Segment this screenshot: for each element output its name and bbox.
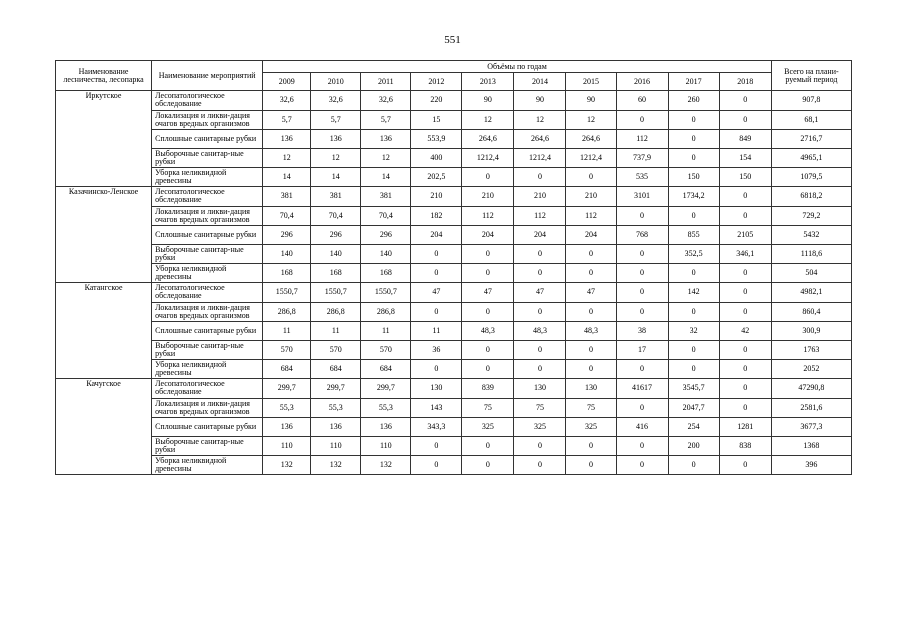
activity-cell: Лесопатологическое обследование — [152, 91, 263, 111]
value-cell: 60 — [616, 91, 668, 111]
value-cell: 182 — [411, 206, 462, 225]
value-cell: 130 — [411, 379, 462, 399]
table-row — [56, 398, 852, 417]
value-cell: 254 — [668, 417, 719, 436]
table-row — [56, 455, 852, 475]
value-cell: 210 — [566, 187, 616, 207]
value-cell: 140 — [263, 244, 311, 263]
total-cell: 47290,8 — [771, 379, 851, 399]
value-cell: 204 — [514, 225, 566, 244]
value-cell: 55,3 — [361, 398, 411, 417]
activity-cell: Выборочные санитар-ные рубки — [152, 148, 263, 167]
value-cell: 0 — [566, 263, 616, 283]
value-cell: 0 — [719, 359, 771, 379]
value-cell: 0 — [719, 302, 771, 321]
value-cell: 0 — [462, 359, 514, 379]
table-row — [56, 359, 852, 379]
value-cell: 0 — [411, 455, 462, 475]
table-row — [56, 321, 852, 340]
value-cell: 36 — [411, 340, 462, 359]
region-cell — [56, 436, 152, 455]
value-cell: 11 — [361, 321, 411, 340]
region-cell: Казачинско-Ленское — [56, 187, 152, 207]
value-cell: 42 — [719, 321, 771, 340]
activity-cell: Лесопатологическое обследование — [152, 283, 263, 303]
value-cell: 1550,7 — [361, 283, 411, 303]
value-cell: 140 — [311, 244, 361, 263]
value-cell: 0 — [411, 359, 462, 379]
value-cell: 0 — [462, 167, 514, 187]
total-cell: 1079,5 — [771, 167, 851, 187]
value-cell: 5,7 — [361, 110, 411, 129]
value-cell: 570 — [263, 340, 311, 359]
value-cell: 0 — [514, 340, 566, 359]
value-cell: 0 — [668, 110, 719, 129]
value-cell: 140 — [361, 244, 411, 263]
table-row — [56, 244, 852, 263]
value-cell: 0 — [411, 436, 462, 455]
total-cell: 2581,6 — [771, 398, 851, 417]
value-cell: 3101 — [616, 187, 668, 207]
value-cell: 204 — [411, 225, 462, 244]
value-cell: 0 — [616, 302, 668, 321]
region-cell — [56, 263, 152, 283]
total-cell: 2716,7 — [771, 129, 851, 148]
total-cell: 1368 — [771, 436, 851, 455]
total-cell: 300,9 — [771, 321, 851, 340]
value-cell: 416 — [616, 417, 668, 436]
activity-cell: Лесопатологическое обследование — [152, 187, 263, 207]
region-cell — [56, 321, 152, 340]
value-cell: 132 — [361, 455, 411, 475]
year-header: 2015 — [566, 73, 616, 91]
region-cell — [56, 244, 152, 263]
value-cell: 553,9 — [411, 129, 462, 148]
value-cell: 136 — [263, 417, 311, 436]
page-number: 551 — [444, 34, 461, 46]
value-cell: 0 — [462, 302, 514, 321]
activity-cell: Локализация и ликви-дация очагов вредных организмов — [152, 110, 263, 129]
region-cell — [56, 225, 152, 244]
table-row — [56, 283, 852, 303]
value-cell: 75 — [462, 398, 514, 417]
value-cell: 70,4 — [311, 206, 361, 225]
year-header: 2017 — [668, 73, 719, 91]
value-cell: 210 — [411, 187, 462, 207]
value-cell: 143 — [411, 398, 462, 417]
region-cell — [56, 398, 152, 417]
value-cell: 0 — [668, 359, 719, 379]
value-cell: 200 — [668, 436, 719, 455]
value-cell: 299,7 — [263, 379, 311, 399]
value-cell: 0 — [616, 206, 668, 225]
value-cell: 0 — [566, 455, 616, 475]
activity-cell: Сплошные санитарные рубки — [152, 225, 263, 244]
value-cell: 0 — [566, 302, 616, 321]
activity-cell: Выборочные санитар-ные рубки — [152, 436, 263, 455]
table-row — [56, 340, 852, 359]
value-cell: 204 — [566, 225, 616, 244]
region-cell — [56, 340, 152, 359]
value-cell: 570 — [361, 340, 411, 359]
total-cell: 4965,1 — [771, 148, 851, 167]
volumes-table — [55, 60, 852, 475]
value-cell: 48,3 — [462, 321, 514, 340]
value-cell: 0 — [719, 110, 771, 129]
table-row — [56, 167, 852, 187]
value-cell: 400 — [411, 148, 462, 167]
region-cell — [56, 148, 152, 167]
region-cell — [56, 302, 152, 321]
value-cell: 299,7 — [311, 379, 361, 399]
value-cell: 168 — [311, 263, 361, 283]
value-cell: 286,8 — [361, 302, 411, 321]
activity-cell: Лесопатологическое обследование — [152, 379, 263, 399]
value-cell: 325 — [462, 417, 514, 436]
value-cell: 0 — [616, 455, 668, 475]
value-cell: 48,3 — [514, 321, 566, 340]
value-cell: 0 — [411, 302, 462, 321]
region-cell: Иркутское — [56, 91, 152, 111]
value-cell: 0 — [566, 167, 616, 187]
total-cell: 6818,2 — [771, 187, 851, 207]
value-cell: 55,3 — [263, 398, 311, 417]
value-cell: 210 — [462, 187, 514, 207]
value-cell: 535 — [616, 167, 668, 187]
value-cell: 48,3 — [566, 321, 616, 340]
table-row — [56, 129, 852, 148]
volumes-header: Объёмы по годам — [263, 61, 772, 73]
total-cell: 396 — [771, 455, 851, 475]
value-cell: 14 — [263, 167, 311, 187]
value-cell: 136 — [263, 129, 311, 148]
value-cell: 132 — [263, 455, 311, 475]
table-row — [56, 263, 852, 283]
activity-cell: Уборка неликвидной древесины — [152, 359, 263, 379]
activity-cell: Сплошные санитарные рубки — [152, 129, 263, 148]
value-cell: 0 — [462, 340, 514, 359]
value-cell: 41617 — [616, 379, 668, 399]
value-cell: 296 — [263, 225, 311, 244]
year-header: 2016 — [616, 73, 668, 91]
value-cell: 112 — [514, 206, 566, 225]
value-cell: 0 — [566, 340, 616, 359]
value-cell: 132 — [311, 455, 361, 475]
value-cell: 3545,7 — [668, 379, 719, 399]
region-header: Наименование лесничества, лесопарка — [56, 61, 152, 91]
value-cell: 32,6 — [361, 91, 411, 111]
total-cell: 860,4 — [771, 302, 851, 321]
value-cell: 0 — [719, 263, 771, 283]
value-cell: 32,6 — [263, 91, 311, 111]
value-cell: 38 — [616, 321, 668, 340]
value-cell: 0 — [462, 263, 514, 283]
year-header: 2011 — [361, 73, 411, 91]
value-cell: 0 — [719, 455, 771, 475]
region-cell: Катангское — [56, 283, 152, 303]
value-cell: 5,7 — [263, 110, 311, 129]
value-cell: 0 — [668, 148, 719, 167]
value-cell: 220 — [411, 91, 462, 111]
value-cell: 2047,7 — [668, 398, 719, 417]
value-cell: 381 — [311, 187, 361, 207]
value-cell: 168 — [361, 263, 411, 283]
value-cell: 47 — [566, 283, 616, 303]
activity-cell: Локализация и ликви-дация очагов вредных организмов — [152, 206, 263, 225]
value-cell: 1734,2 — [668, 187, 719, 207]
value-cell: 0 — [668, 129, 719, 148]
value-cell: 839 — [462, 379, 514, 399]
value-cell: 381 — [263, 187, 311, 207]
value-cell: 684 — [311, 359, 361, 379]
value-cell: 0 — [616, 398, 668, 417]
table-row — [56, 302, 852, 321]
value-cell: 130 — [514, 379, 566, 399]
activity-cell: Выборочные санитар-ные рубки — [152, 340, 263, 359]
value-cell: 346,1 — [719, 244, 771, 263]
value-cell: 12 — [311, 148, 361, 167]
value-cell: 0 — [719, 187, 771, 207]
value-cell: 0 — [514, 263, 566, 283]
value-cell: 768 — [616, 225, 668, 244]
value-cell: 136 — [311, 417, 361, 436]
activity-cell: Локализация и ликви-дация очагов вредных организмов — [152, 398, 263, 417]
value-cell: 1550,7 — [311, 283, 361, 303]
value-cell: 381 — [361, 187, 411, 207]
value-cell: 296 — [361, 225, 411, 244]
value-cell: 286,8 — [311, 302, 361, 321]
value-cell: 0 — [514, 302, 566, 321]
value-cell: 0 — [616, 263, 668, 283]
value-cell: 325 — [566, 417, 616, 436]
value-cell: 260 — [668, 91, 719, 111]
table-row — [56, 206, 852, 225]
year-header: 2010 — [311, 73, 361, 91]
value-cell: 325 — [514, 417, 566, 436]
total-cell: 1763 — [771, 340, 851, 359]
table-row — [56, 91, 852, 111]
value-cell: 136 — [361, 129, 411, 148]
value-cell: 75 — [514, 398, 566, 417]
value-cell: 150 — [668, 167, 719, 187]
value-cell: 0 — [616, 359, 668, 379]
value-cell: 12 — [462, 110, 514, 129]
value-cell: 0 — [566, 436, 616, 455]
value-cell: 570 — [311, 340, 361, 359]
header-row — [56, 61, 852, 73]
activity-cell: Уборка неликвидной древесины — [152, 455, 263, 475]
value-cell: 684 — [263, 359, 311, 379]
value-cell: 0 — [719, 340, 771, 359]
region-cell — [56, 359, 152, 379]
region-cell: Качугское — [56, 379, 152, 399]
value-cell: 0 — [719, 91, 771, 111]
value-cell: 855 — [668, 225, 719, 244]
value-cell: 296 — [311, 225, 361, 244]
value-cell: 12 — [361, 148, 411, 167]
activity-header: Наименование мероприятий — [152, 61, 263, 91]
table-body — [56, 91, 852, 475]
value-cell: 5,7 — [311, 110, 361, 129]
value-cell: 90 — [462, 91, 514, 111]
value-cell: 838 — [719, 436, 771, 455]
value-cell: 168 — [263, 263, 311, 283]
value-cell: 1281 — [719, 417, 771, 436]
value-cell: 0 — [514, 167, 566, 187]
value-cell: 1212,4 — [514, 148, 566, 167]
value-cell: 0 — [668, 455, 719, 475]
total-cell: 729,2 — [771, 206, 851, 225]
value-cell: 150 — [719, 167, 771, 187]
year-header: 2018 — [719, 73, 771, 91]
table-row — [56, 110, 852, 129]
value-cell: 136 — [311, 129, 361, 148]
region-cell — [56, 455, 152, 475]
value-cell: 75 — [566, 398, 616, 417]
value-cell: 110 — [263, 436, 311, 455]
value-cell: 154 — [719, 148, 771, 167]
activity-cell: Сплошные санитарные рубки — [152, 321, 263, 340]
value-cell: 0 — [514, 455, 566, 475]
value-cell: 0 — [462, 455, 514, 475]
value-cell: 110 — [361, 436, 411, 455]
value-cell: 0 — [616, 283, 668, 303]
value-cell: 112 — [462, 206, 514, 225]
value-cell: 70,4 — [263, 206, 311, 225]
value-cell: 12 — [514, 110, 566, 129]
activity-cell: Локализация и ликви-дация очагов вредных организмов — [152, 302, 263, 321]
value-cell: 0 — [668, 340, 719, 359]
value-cell: 0 — [462, 436, 514, 455]
value-cell: 0 — [668, 263, 719, 283]
value-cell: 0 — [719, 206, 771, 225]
year-header: 2014 — [514, 73, 566, 91]
year-header: 2013 — [462, 73, 514, 91]
value-cell: 352,5 — [668, 244, 719, 263]
value-cell: 11 — [263, 321, 311, 340]
value-cell: 0 — [668, 302, 719, 321]
value-cell: 47 — [514, 283, 566, 303]
value-cell: 1550,7 — [263, 283, 311, 303]
value-cell: 204 — [462, 225, 514, 244]
value-cell: 142 — [668, 283, 719, 303]
value-cell: 0 — [514, 436, 566, 455]
value-cell: 0 — [462, 244, 514, 263]
activity-cell: Уборка неликвидной древесины — [152, 167, 263, 187]
value-cell: 0 — [514, 359, 566, 379]
table-row — [56, 148, 852, 167]
value-cell: 264,6 — [514, 129, 566, 148]
region-cell — [56, 129, 152, 148]
value-cell: 0 — [616, 436, 668, 455]
value-cell: 1212,4 — [462, 148, 514, 167]
value-cell: 90 — [566, 91, 616, 111]
value-cell: 264,6 — [462, 129, 514, 148]
total-header: Всего на плани-руемый период — [771, 61, 851, 91]
value-cell: 0 — [616, 110, 668, 129]
value-cell: 210 — [514, 187, 566, 207]
value-cell: 0 — [411, 263, 462, 283]
value-cell: 0 — [514, 244, 566, 263]
year-header: 2009 — [263, 73, 311, 91]
value-cell: 684 — [361, 359, 411, 379]
value-cell: 112 — [616, 129, 668, 148]
total-cell: 3677,3 — [771, 417, 851, 436]
value-cell: 737,9 — [616, 148, 668, 167]
region-cell — [56, 206, 152, 225]
activity-cell: Уборка неликвидной древесины — [152, 263, 263, 283]
year-header: 2012 — [411, 73, 462, 91]
value-cell: 0 — [411, 244, 462, 263]
total-cell: 2052 — [771, 359, 851, 379]
value-cell: 0 — [566, 244, 616, 263]
table-row — [56, 436, 852, 455]
value-cell: 12 — [566, 110, 616, 129]
total-cell: 5432 — [771, 225, 851, 244]
value-cell: 70,4 — [361, 206, 411, 225]
region-cell — [56, 110, 152, 129]
value-cell: 47 — [411, 283, 462, 303]
table-row — [56, 379, 852, 399]
value-cell: 0 — [719, 283, 771, 303]
value-cell: 343,3 — [411, 417, 462, 436]
value-cell: 32,6 — [311, 91, 361, 111]
value-cell: 11 — [411, 321, 462, 340]
value-cell: 2105 — [719, 225, 771, 244]
value-cell: 286,8 — [263, 302, 311, 321]
value-cell: 55,3 — [311, 398, 361, 417]
table-row — [56, 417, 852, 436]
value-cell: 17 — [616, 340, 668, 359]
value-cell: 15 — [411, 110, 462, 129]
value-cell: 11 — [311, 321, 361, 340]
total-cell: 1118,6 — [771, 244, 851, 263]
value-cell: 136 — [361, 417, 411, 436]
value-cell: 0 — [668, 206, 719, 225]
region-cell — [56, 167, 152, 187]
value-cell: 12 — [263, 148, 311, 167]
value-cell: 47 — [462, 283, 514, 303]
total-cell: 68,1 — [771, 110, 851, 129]
total-cell: 504 — [771, 263, 851, 283]
value-cell: 32 — [668, 321, 719, 340]
value-cell: 90 — [514, 91, 566, 111]
value-cell: 110 — [311, 436, 361, 455]
value-cell: 0 — [719, 398, 771, 417]
value-cell: 14 — [361, 167, 411, 187]
value-cell: 1212,4 — [566, 148, 616, 167]
value-cell: 299,7 — [361, 379, 411, 399]
value-cell: 849 — [719, 129, 771, 148]
value-cell: 0 — [616, 244, 668, 263]
value-cell: 264,6 — [566, 129, 616, 148]
value-cell: 14 — [311, 167, 361, 187]
value-cell: 0 — [566, 359, 616, 379]
activity-cell: Сплошные санитарные рубки — [152, 417, 263, 436]
table-row — [56, 225, 852, 244]
table-row — [56, 187, 852, 207]
value-cell: 0 — [719, 379, 771, 399]
value-cell: 130 — [566, 379, 616, 399]
value-cell: 202,5 — [411, 167, 462, 187]
total-cell: 907,8 — [771, 91, 851, 111]
region-cell — [56, 417, 152, 436]
total-cell: 4982,1 — [771, 283, 851, 303]
activity-cell: Выборочные санитар-ные рубки — [152, 244, 263, 263]
value-cell: 112 — [566, 206, 616, 225]
